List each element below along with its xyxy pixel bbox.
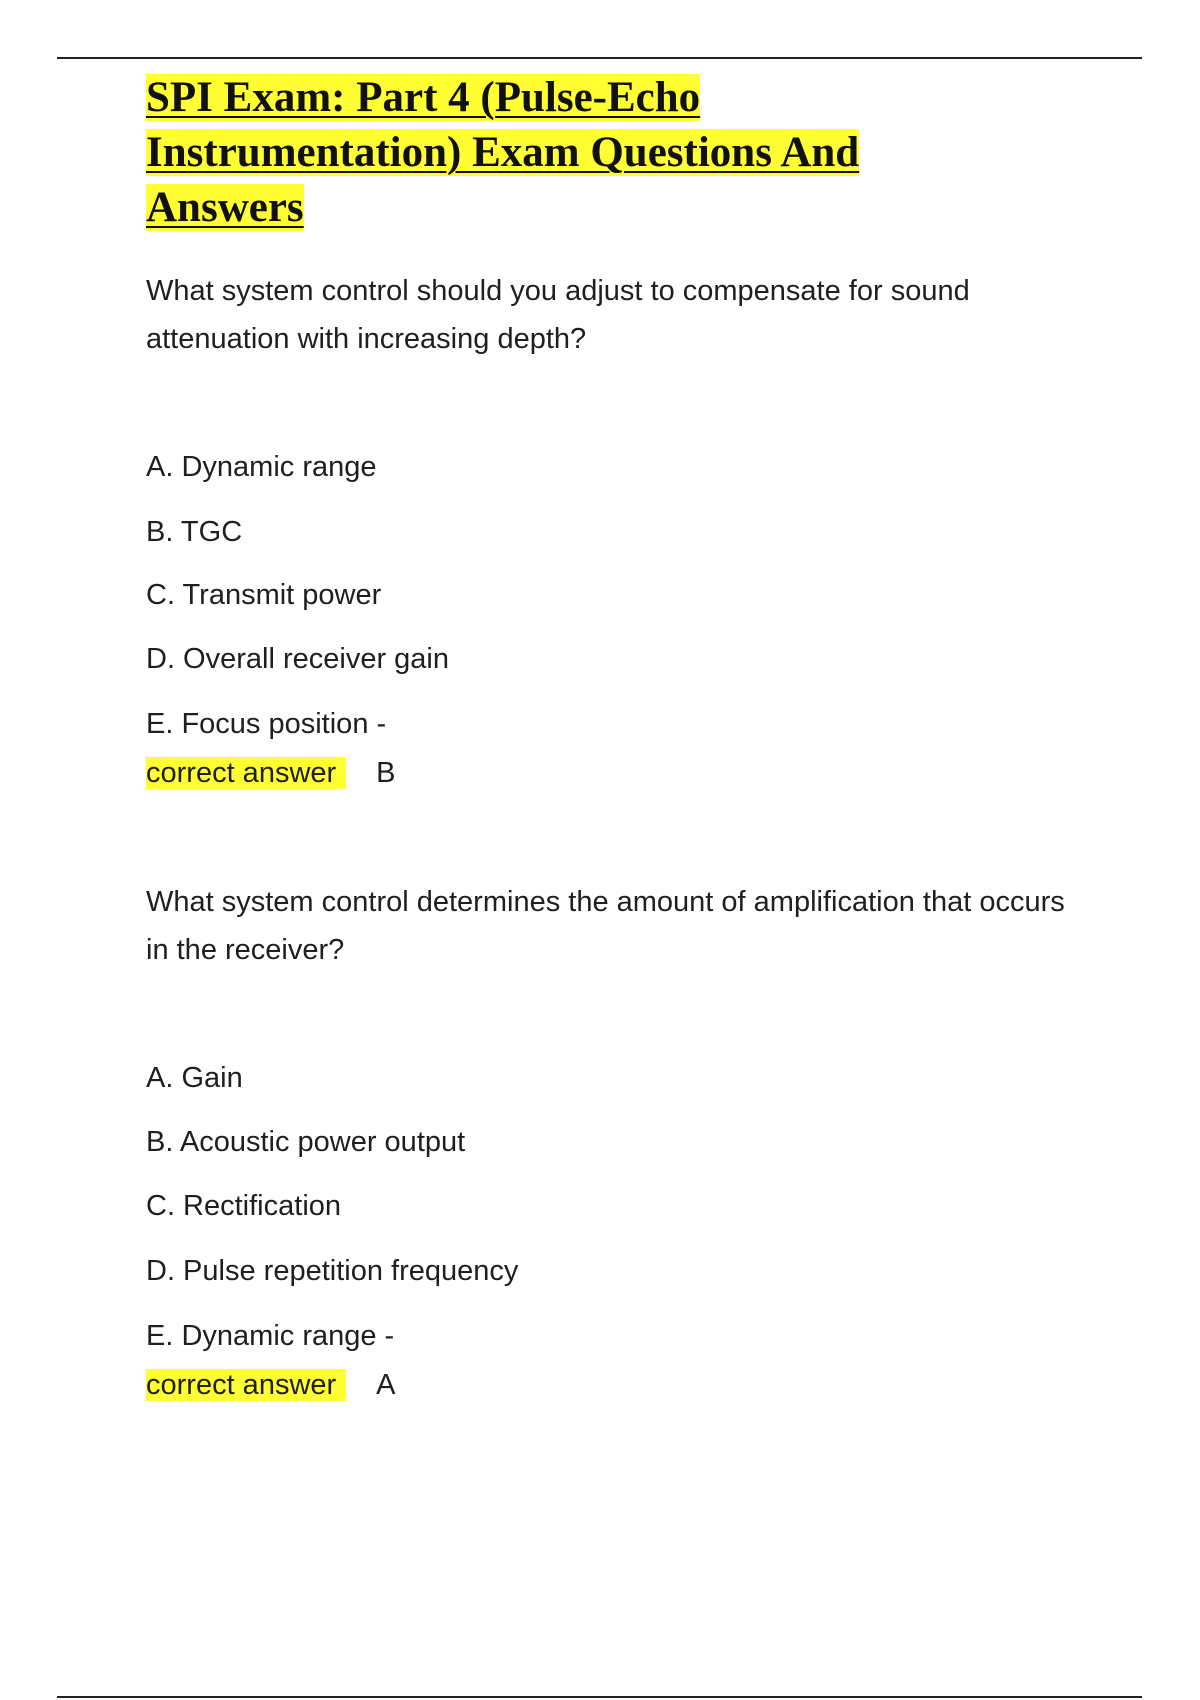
answer-label: correct answer (146, 1369, 346, 1401)
question-2-answer (146, 1365, 396, 1405)
question-2-text: What system control determines the amount of amplification that occurs in the receiver? (146, 886, 1065, 966)
question-2-option-a: A. Gain (146, 1062, 243, 1094)
answer-label: correct answer (146, 757, 346, 789)
question-1-text: What system control should you adjust to compensate for sound attenuation with increasing depth? (146, 275, 970, 355)
bottom-rule (57, 1696, 1142, 1698)
question-2-option-e: E. Dynamic range - (146, 1320, 395, 1352)
title-line-2: Instrumentation) Exam Questions And (146, 129, 860, 176)
question-1-option-c: C. Transmit power (146, 579, 382, 611)
question-1-option-a: A. Dynamic range (146, 451, 377, 483)
answer-value: B (376, 757, 396, 789)
question-2-option-b: B. Acoustic power output (146, 1126, 466, 1158)
question-1-option-d: D. Overall receiver gain (146, 643, 449, 675)
question-1-option-e: E. Focus position - (146, 708, 387, 740)
top-rule (57, 57, 1142, 59)
document-title (146, 70, 1006, 235)
question-1-option-b: B. TGC (146, 516, 243, 548)
title-line-3: Answers (146, 184, 304, 231)
answer-value: A (376, 1369, 396, 1401)
title-line-1: SPI Exam: Part 4 (Pulse-Echo (146, 74, 701, 121)
question-2-option-d: D. Pulse repetition frequency (146, 1255, 519, 1287)
question-2-option-c: C. Rectification (146, 1190, 342, 1222)
question-1-answer (146, 753, 396, 793)
